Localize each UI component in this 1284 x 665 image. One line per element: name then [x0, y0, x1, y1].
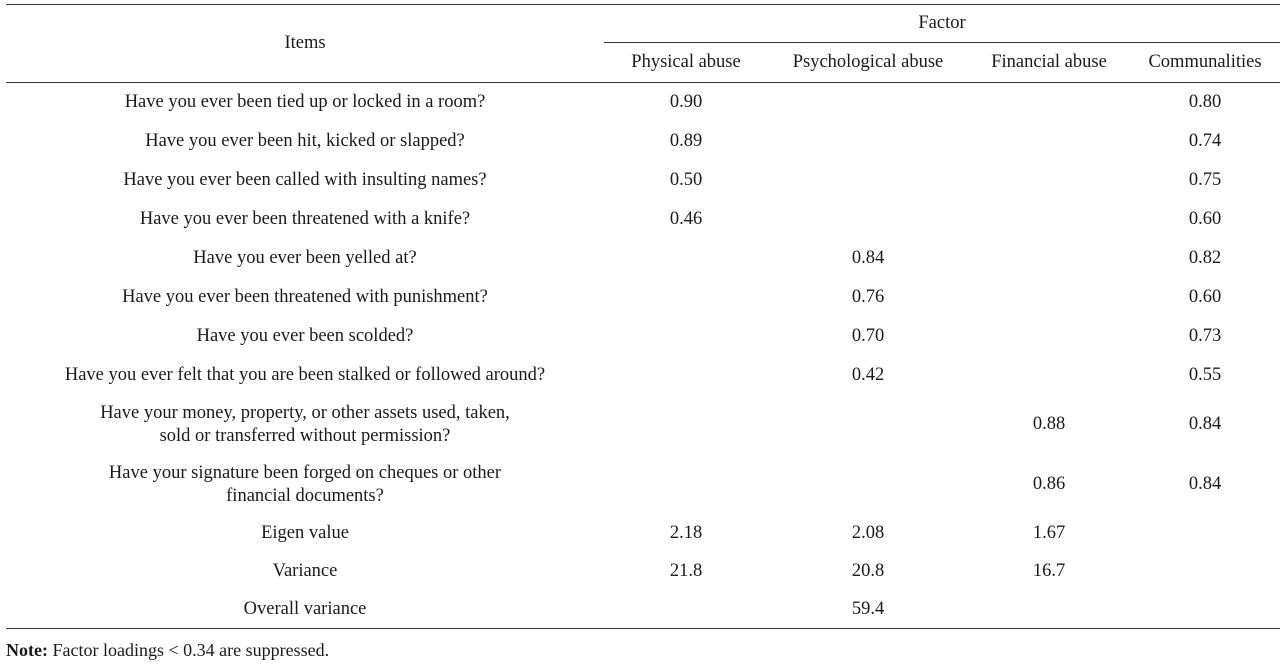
table-row — [6, 455, 1280, 515]
communalities-cell — [1130, 591, 1280, 629]
communalities-cell: 0.73 — [1188, 325, 1222, 346]
communalities-cell: 0.74 — [1188, 130, 1222, 151]
table-note — [6, 640, 329, 661]
table-row — [6, 395, 1280, 455]
item-cell — [6, 455, 604, 515]
col-financial-abuse: Financial abuse — [968, 43, 1130, 83]
table-row — [6, 317, 1280, 356]
psychological-cell: 20.8 — [851, 561, 885, 581]
item-cell: Have you ever been yelled at? — [193, 247, 417, 268]
item-cell: Have you ever been hit, kicked or slapped? — [145, 130, 465, 151]
item-line: sold or transferred without permission? — [159, 425, 451, 446]
physical-cell — [604, 317, 768, 356]
communalities-cell — [1130, 553, 1280, 591]
financial-cell: 16.7 — [1032, 561, 1066, 581]
communalities-cell: 0.84 — [1188, 474, 1222, 494]
psychological-cell — [768, 161, 968, 200]
psychological-cell: 2.08 — [851, 523, 885, 543]
communalities-cell: 0.60 — [1188, 208, 1222, 229]
financial-cell — [968, 591, 1130, 629]
col-physical-abuse: Physical abuse — [604, 43, 768, 83]
physical-cell — [604, 395, 768, 455]
psychological-cell: 59.4 — [768, 591, 968, 629]
item-cell: Have you ever been threatened with punishment? — [122, 286, 488, 307]
financial-cell: 0.86 — [1032, 474, 1066, 494]
physical-cell: 0.90 — [669, 91, 703, 112]
table-row — [6, 239, 1280, 278]
item-cell: Have you ever been scolded? — [196, 325, 414, 346]
item-cell — [6, 395, 604, 455]
factor-header: Factor — [604, 5, 1280, 43]
financial-cell — [968, 239, 1130, 278]
psychological-cell — [768, 200, 968, 239]
psychological-cell: 0.76 — [851, 286, 885, 307]
financial-cell — [968, 122, 1130, 161]
communalities-cell: 0.80 — [1188, 91, 1222, 112]
item-line: financial documents? — [226, 485, 384, 506]
communalities-cell: 0.75 — [1188, 169, 1222, 190]
table-row — [6, 200, 1280, 239]
psychological-cell — [768, 83, 968, 122]
financial-cell — [968, 317, 1130, 356]
psychological-cell — [768, 122, 968, 161]
item-cell: Have you ever felt that you are been stalked or followed around? — [64, 364, 546, 385]
physical-cell: 0.46 — [669, 208, 703, 229]
note-text: Factor loadings < 0.34 are suppressed. — [47, 640, 330, 660]
financial-cell: 1.67 — [1032, 523, 1066, 543]
physical-cell: 0.89 — [669, 130, 703, 151]
item-cell: Have you ever been called with insulting names? — [123, 169, 487, 190]
communalities-cell — [1130, 515, 1280, 553]
communalities-cell: 0.82 — [1188, 247, 1222, 268]
table-row — [6, 161, 1280, 200]
item-text — [100, 402, 510, 448]
financial-cell: 0.88 — [1032, 414, 1066, 434]
physical-cell: 0.50 — [669, 169, 703, 190]
table-row — [6, 553, 1280, 591]
table-row — [6, 356, 1280, 395]
financial-cell — [968, 161, 1130, 200]
psychological-cell: 0.42 — [851, 364, 885, 385]
physical-cell — [604, 278, 768, 317]
physical-cell — [604, 356, 768, 395]
col-psychological-abuse: Psychological abuse — [768, 43, 968, 83]
table-row — [6, 515, 1280, 553]
communalities-cell: 0.55 — [1188, 364, 1222, 385]
note-label: Note: — [6, 640, 48, 660]
physical-cell — [604, 455, 768, 515]
financial-cell — [968, 278, 1130, 317]
psychological-cell — [768, 395, 968, 455]
table-row — [6, 278, 1280, 317]
psychological-cell — [768, 455, 968, 515]
physical-cell — [604, 591, 768, 629]
table-row — [6, 83, 1280, 122]
financial-cell — [968, 356, 1130, 395]
physical-cell: 2.18 — [669, 523, 703, 543]
physical-cell: 21.8 — [669, 561, 703, 581]
psychological-cell: 0.70 — [851, 325, 885, 346]
communalities-cell: 0.84 — [1188, 414, 1222, 434]
col-communalities: Communalities — [1130, 43, 1280, 83]
item-cell: Variance — [272, 561, 338, 581]
financial-cell — [968, 83, 1130, 122]
item-cell: Have you ever been threatened with a knife? — [139, 208, 471, 229]
table-row — [6, 122, 1280, 161]
item-cell: Eigen value — [261, 523, 349, 543]
table-row — [6, 591, 1280, 629]
items-header: Items — [6, 5, 604, 83]
item-text — [109, 462, 501, 508]
item-cell: Overall variance — [6, 591, 604, 629]
item-cell: Have you ever been tied up or locked in a room? — [124, 91, 486, 112]
financial-cell — [968, 200, 1130, 239]
psychological-cell: 0.84 — [851, 247, 885, 268]
item-line: Have your money, property, or other assets used, taken, — [100, 402, 510, 423]
physical-cell — [604, 239, 768, 278]
communalities-cell: 0.60 — [1188, 286, 1222, 307]
factor-loadings-table — [6, 4, 1280, 629]
item-line: Have your signature been forged on cheques or other — [108, 462, 502, 483]
